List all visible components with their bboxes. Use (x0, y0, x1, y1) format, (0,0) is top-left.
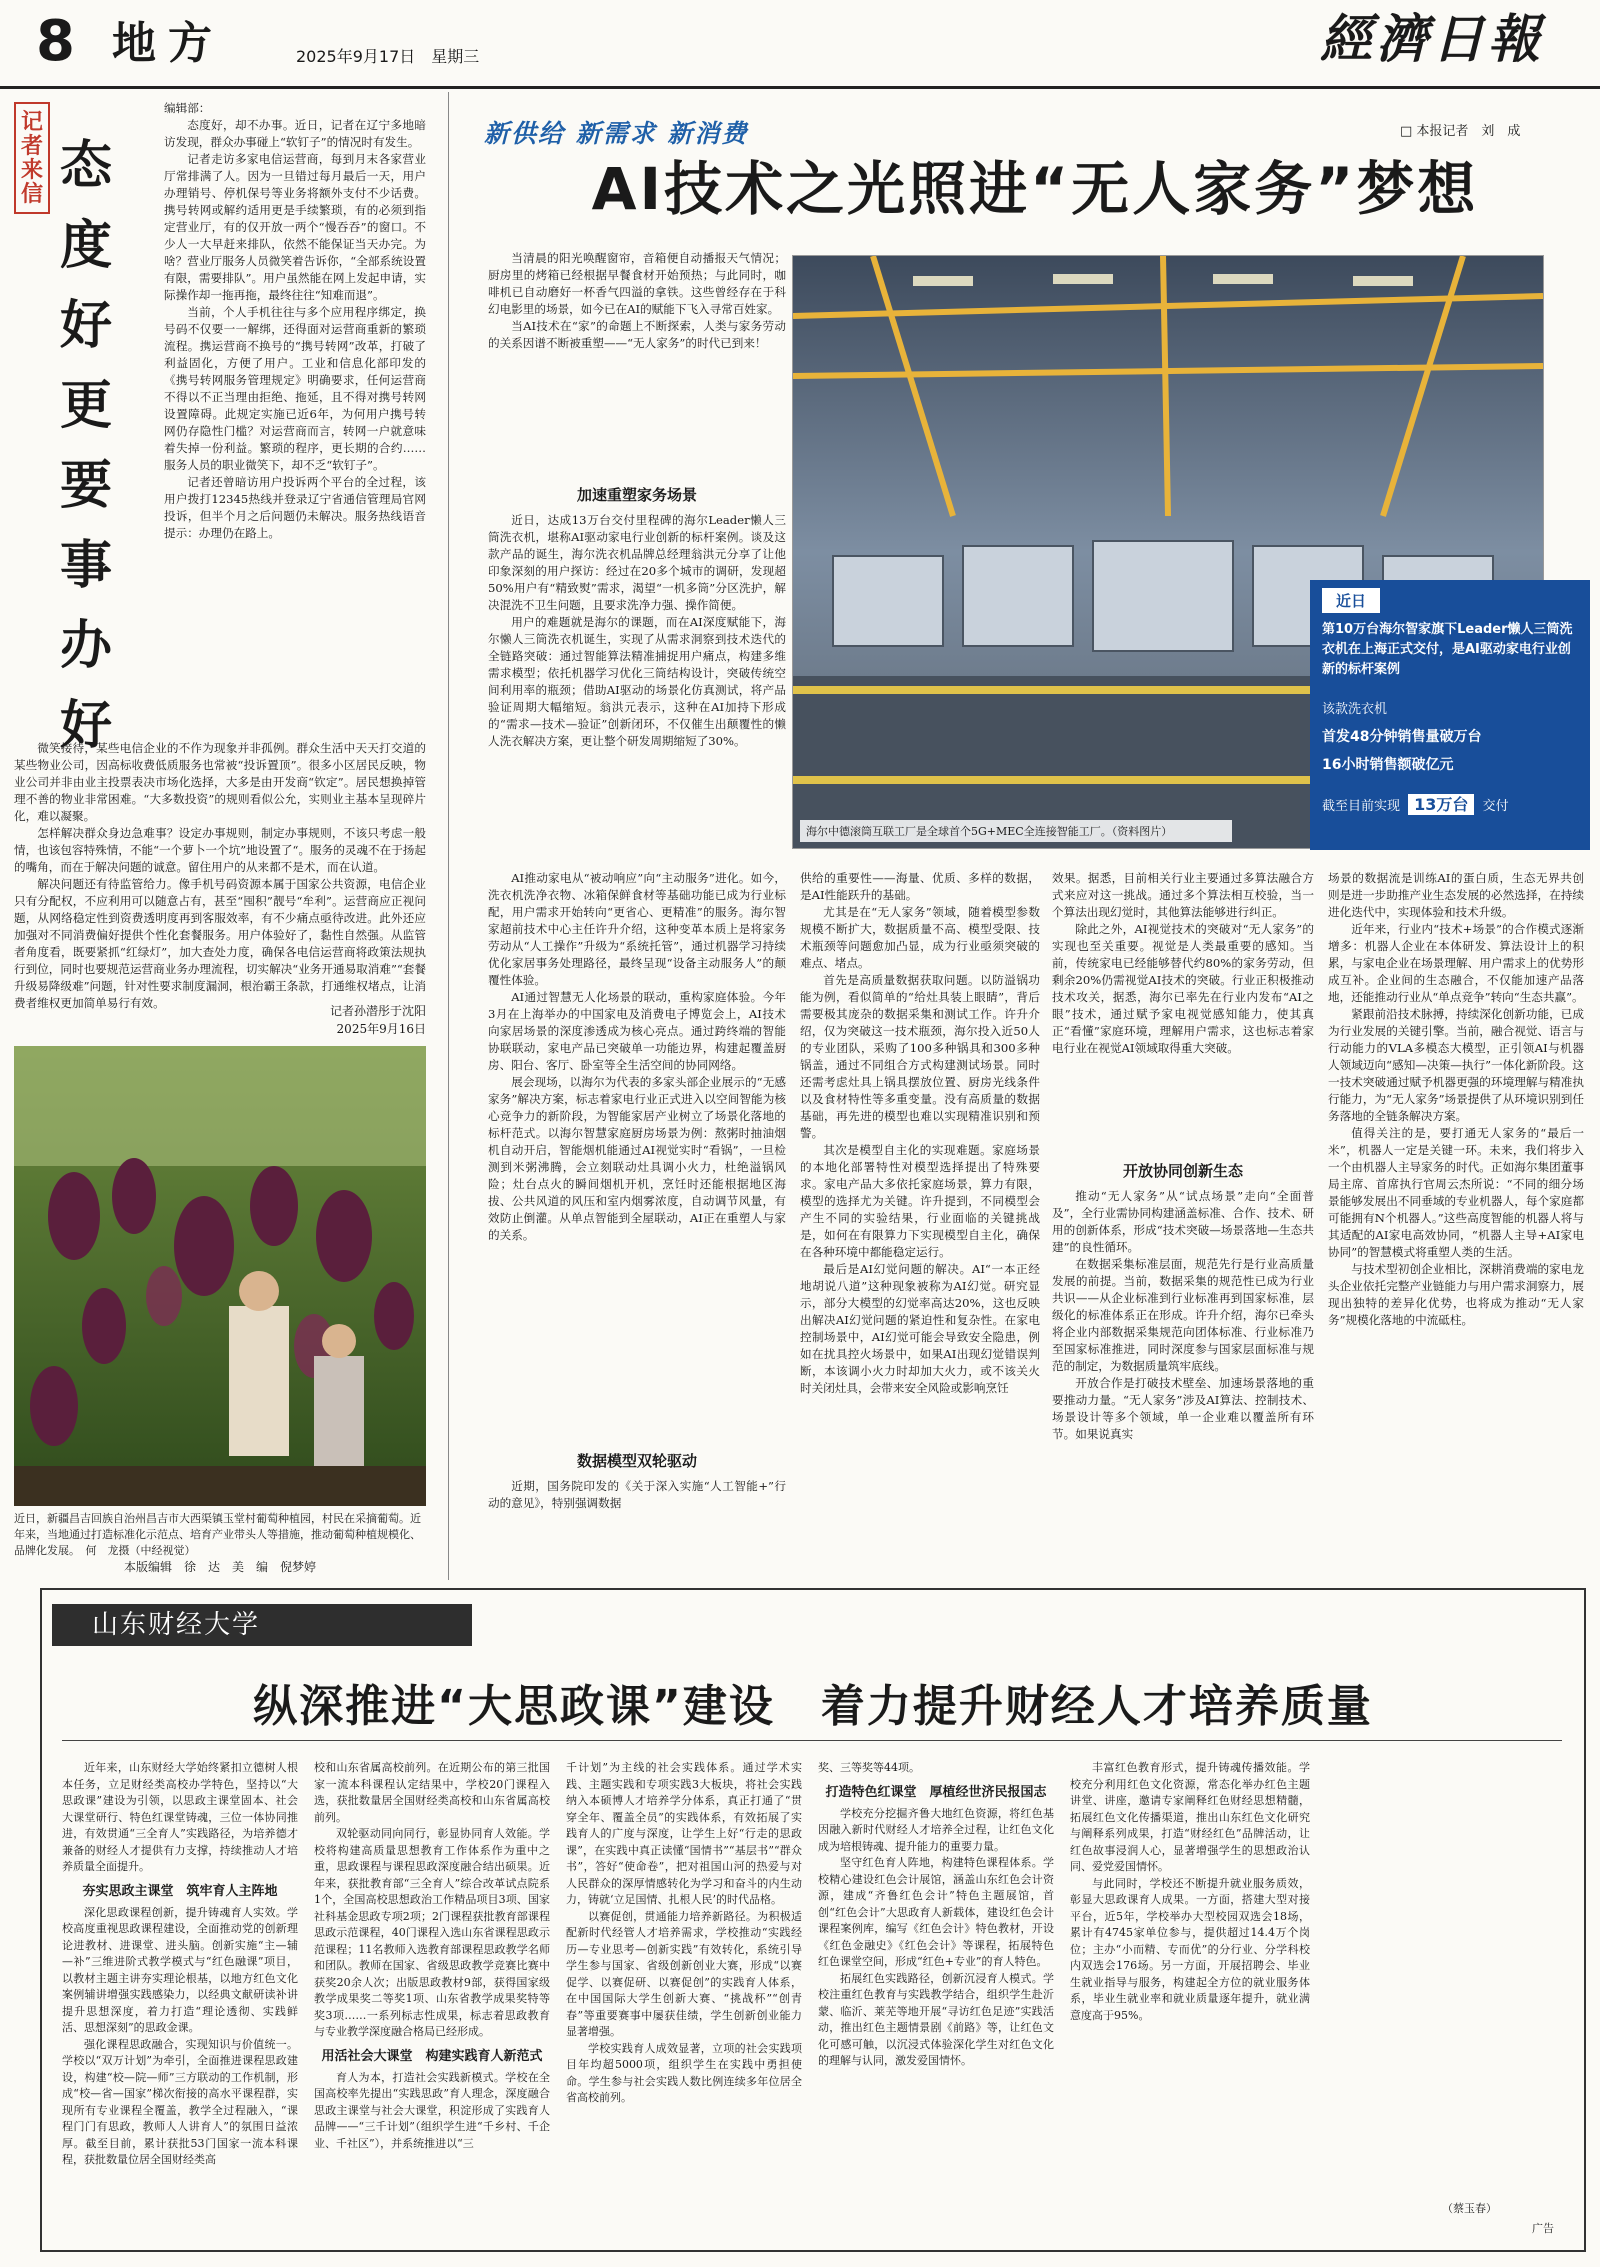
advertorial-paragraph: 坚守红色育人阵地，构建特色课程体系。学校精心建设红色会计展馆，涵盖山东红色会计资源，建成“齐鲁红色会计”特色主题展馆，首创“红色会计”大思政育人新载体，建设红色会计课程案例库，编写《红色会计》特色教材，开设《红色金融史》《红色会计》等课程，拓展特色红色课堂空间，形成“红色+专业”的育人特色。 (818, 1856, 1054, 1968)
article-column (488, 870, 786, 1244)
advertorial-subheading: 打造特色红课堂 厚植经世济民报国志 (825, 1784, 1047, 1800)
letter-body (164, 100, 426, 542)
column-badge: 记者来信 (14, 102, 50, 214)
article-paragraph: AI通过智慧无人化场景的联动，重构家庭体验。今年3月在上海举办的中国家电及消费电子博览会上，AI技术向家居场景的深度渗透成为核心亮点。通过跨终端的智能协联联动，家电产品已突破单一功能边界，构建起覆盖厨房、阳台、客厅、卧室等全生活空间的协同网络。 (488, 990, 786, 1072)
advertorial-paragraph: 校和山东省属高校前列。在近期公布的第三批国家一流本科课程认定结果中，学校20门课程入选，获批数量居全国财经类高校和山东省属高校前列。 (314, 1761, 550, 1824)
subheading: 加速重塑家务场景 (576, 486, 697, 504)
newspaper-logo: 經濟日報 (1320, 9, 1545, 70)
advertorial-rule (62, 1740, 1562, 1741)
advertorial-headline: 纵深推进“大思政课”建设 着力提升财经人才培养质量 (253, 1681, 1373, 1732)
advertorial-column (1070, 1760, 1310, 2024)
subheading: 数据模型双轮驱动 (576, 1452, 697, 1470)
article-paragraph: 在数据采集标准层面，规范先行是行业高质量发展的前提。当前，数据采集的规范性已成为行业共识——从企业标准到行业标准再到国家标准，层级化的标准体系正在形成。许升介绍，海尔已牵头将企业内部数据采集规范向团体标准、行业标准乃至国家标准推进，同时深度参与国家层面标准与规范的制定，为数据质量筑牢底线。 (1052, 1257, 1314, 1373)
infobox-line (1322, 792, 1509, 815)
letter-body-continued (14, 740, 426, 1012)
column-divider (448, 92, 449, 1580)
letter-paragraph: 态度好，却不办事。近日，记者在辽宁多地暗访发现，群众办事碰上“软钉子”的情况时有发生。 (164, 118, 426, 149)
article-paragraph: 近年来，行业内“技术+场景”的合作模式逐渐增多：机器人企业在本体研发、算法设计上的积累，与家电企业在场景理解、用户需求上的优势形成互补。企业间的生态融合，不仅能加速产品落地，还能推动行业从“单点竞争”转向“生态共赢”。 (1328, 922, 1584, 1004)
article-paragraph: 首先是高质量数据获取问题。以防溢锅功能为例，看似简单的“给灶具装上眼睛”，背后需要极其庞杂的数据采集和测试工作。许升介绍，仅为突破这一技术瓶颈，海尔投入近50人的专业团队，采购了100多种锅具和300多种锅盖，通过不同组合方式构建测试场景。同时还需考虑灶具上锅具摆放位置、厨房光线条件以及食材特性等多重变量。没有高质量的数据基础，再先进的模型也难以实现精准识别和预警。 (800, 973, 1040, 1140)
letter-paragraph: 怎样解决群众身边急难事？设定办事规则，制定办事规则，不该只考虑一般情，也该包容特殊情，不能“一个萝卜一个坑”地设置了“。服务的灵魂不在于扬起的嘴角，而在于解决问题的诚意。留住用户的从来都不是术，而在认道。 (14, 826, 426, 874)
article-paragraph: 供给的重要性——海量、优质、多样的数据，是AI性能跃升的基础。 (800, 871, 1040, 902)
advertisement-mark: 广告 (1532, 2222, 1554, 2235)
article-paragraph: 与技术型初创企业相比，深耕消费端的家电龙头企业依托完整产业链能力与用户需求洞察力，展现出独特的差异化优势，也将成为推动“无人家务”规模化落地的中流砥柱。 (1328, 1262, 1584, 1327)
letter-paragraph: 编辑部： (164, 101, 211, 115)
grape-harvest-photo (14, 1046, 426, 1506)
reporter-letter-column (14, 96, 426, 1580)
advertorial-subheading: 夯实思政主课堂 筑牢育人主阵地 (82, 1883, 278, 1899)
advertorial-organization: 山东财经大学 (52, 1604, 472, 1646)
article-paragraph: 效果。据悉，目前相关行业主要通过多算法融合方式来应对这一挑战。通过多个算法相互校验，当一个算法出现幻觉时，其他算法能够进行纠正。 (1052, 871, 1314, 919)
article-column (1052, 870, 1314, 1057)
advertorial-paragraph: 拓展红色实践路径，创新沉浸育人模式。学校注重红色教育与实践教学结合，组织学生赴沂蒙、临沂、莱芜等地开展“寻访红色足迹”实践活动，推出红色主题情景剧《前路》等，让红色文化可感可触，以沉浸式体验深化学生对红色文化的理解与认同，激发爱国情怀。 (818, 1971, 1054, 2067)
article-paragraph: 展会现场，以海尔为代表的多家头部企业展示的“无感家务”解决方案，标志着家电行业正式进入以空间智能为核心竞争力的新阶段，为智能家居产业树立了场景化落地的标杆范式。以海尔智慧家庭厨房场景为例：熬粥时抽油烟机自动开启，智能烟机能通过AI视觉实时“看锅”，一旦检测到米粥沸腾，会立刻联动灶具调小火力，杜绝溢锅风险；灶台点火的瞬间烟机开机，烹饪时还能根据地区海拔、公共风道的风压和室内烟雾浓度，自动调节风量，有效防止倒灌。从单点智能到全屋联动，AI正在重塑人与家的关系。 (488, 1075, 786, 1242)
advertorial-column (62, 1760, 298, 2169)
advertorial-paragraph: 深化思政课程创新，提升铸魂育人实效。学校高度重视思政课程建设，全面推动党的创新理论进教材、进课堂、进头脑。创新实施“主—辅—补”三维进阶式教学模式与“红色融课”项目，以教材主题主讲夯实理论根基，以地方红色文化案例辅讲增强实践感染力，以经典文献研读补讲提升思想深度，着力打造“理论透彻、实践鲜活、思想深刻”的思政金课。 (62, 1905, 298, 2034)
photo-caption: 近日，新疆昌吉回族自治州昌吉市大西渠镇玉堂村葡萄种植园，村民在采摘葡萄。近年来，当地通过打造标准化示范点、培育产业带头人等措施，推动葡萄种植规模化、品牌化发展。 何 龙摄（中经视觉） (14, 1512, 421, 1557)
advertorial-column (566, 1760, 802, 2107)
article-paragraph: 值得关注的是，要打通无人家务的“最后一米”，机器人一定是关键一环。未来，我们将步入一个由机器人主导家务的时代。正如海尔集团董事局主席、首席执行官周云杰所说：“不同的细分场景能够发展出不同垂域的专业机器人，每个家庭都可能拥有N个机器人。”这些高度智能的机器人将与其适配的AI家电高效协同，“机器人主导+AI家电协同”的智慧模式将重塑人类的生活。 (1328, 1126, 1584, 1259)
article-paragraph: 近日，达成13万台交付里程碑的海尔Leader懒人三筒洗衣机，堪称AI驱动家电行业创新的标杆案例。谈及这款产品的诞生，海尔洗衣机品牌总经理翁洪元分享了让他印象深刻的用户探访：经过在20多个城市的调研，发现超50%用户有“精致熨”需求，渴望“一机多筒”分区洗护，解决混洗不卫生问题，且要求洗净力强、操作简便。 (488, 513, 786, 612)
article-paragraph: 当AI技术在“家”的命题上不断探索，人类与家务劳动的关系因谱不断被重塑——“无人家务”的时代已到来！ (488, 319, 786, 350)
infobox-prefix: 截至目前实现 (1322, 799, 1401, 814)
reporter-byline: □ 本报记者 刘 成 (1400, 124, 1521, 139)
letter-paragraph: 当前，个人手机往往与多个应用程序绑定，换号码不仅要一一解绑，还得面对运营商重新的繁琐流程。携运营商不换号的“携号转网”改革，打破了利益固化，方便了用户。工业和信息化部印发的《携号转网服务管理规定》明确要求，任何运营商不得以不正当理由拒绝、拖延，且不得对携号转网设置障碍。此规定实施已近6年，为何用户携号转网仍存隐性门槛？对运营商而言，转网一户就意味着失掉一份利益。繁琐的程序，更长期的合约……服务人员的职业微笑下，却不乏“软钉子”。 (164, 305, 426, 472)
article-intro (488, 250, 786, 352)
article-paragraph: 紧跟前沿技术脉搏，持续深化创新功能，已成为行业发展的关键引擎。当前，融合视觉、语言与行动能力的VLA多模态大模型，正引领AI与机器人领域迈向“感知—决策—执行”一体化新阶段。这一技术突破通过赋予机器更强的环境理解与精准执行能力，为“无人家务”场景提供了从环境识别到任务落地的全链条解决方案。 (1328, 1007, 1584, 1123)
photo-caption: 海尔中德滚筒互联工厂是全球首个5G+MEC全连接智能工厂。（资料图片） (800, 820, 1232, 842)
article-column (488, 1478, 786, 1512)
article-paragraph: 用户的难题就是海尔的课题，而在AI深度赋能下，海尔懒人三筒洗衣机诞生，实现了从需求洞察到技术迭代的全链路突破：通过智能算法精准捕捉用户痛点，构建多维需求模型；依托机器学习优化三筒结构设计，突破传统空间利用率的瓶颈；借助AI驱动的场景化仿真测试，将产品验证周期大幅缩短。翁洪元表示，这种在AI加持下形成的“需求—技术—验证”创新闭环，不仅催生出颠覆性的懒人洗衣解决方案，更让整个研发周期缩短了30%。 (488, 615, 786, 748)
advertorial-paragraph: 双轮驱动同向同行，彰显协同育人效能。学校将构建高质量思想教育工作体系作为重中之重，思政课程与课程思政深度融合结出硕果。近年来，获批教育部“三全育人”综合改革试点院系1个，全国高校思想政治工作精品项目3项、国家社科基金思政专项2项；2门课程获批教育部课程思政示范课程，40门课程入选山东省课程思政示范课程；11名教师入选教育部课程思政教学名师和团队。教师在国家、省级思政教学竞赛比赛中获奖20余人次；出版思政教材9部，获得国家级教学成果奖二等奖1项、山东省教学成果奖特等奖3项……一系列标志性成果，标志着思政教育与专业教学深度融合格局已经形成。 (314, 1827, 550, 2038)
advertorial-paragraph: 育人为本，打造社会实践新模式。学校在全国高校率先提出“实践思政”育人理念，深度融合思政主课堂与社会大课堂，积淀形成了实践育人品牌——“三千计划”（组织学生进“千乡村、千企业、千社区”），并系统推进以“三 (314, 2070, 550, 2150)
advertorial-column (314, 1760, 550, 2152)
article-paragraph: 推动“无人家务”从“试点场景”走向“全面普及”，全行业需协同构建涵盖标准、合作、技术、研用的创新体系，形成“技术突破—场景落地—生态共建”的良性循环。 (1052, 1189, 1314, 1254)
article-paragraph: 除此之外，AI视觉技术的突破对“无人家务”的实现也至关重要。视觉是人类最重要的感知。当前，传统家电已经能够替代约80%的家务劳动，但剩余20%仍需视觉AI技术的突破。行业正积极推动技术攻关，据悉，海尔已率先在行业内发布“AI之眼”技术，通过赋予家电视觉感知能力，使其真正“看懂”家庭环境，理解用户需求，这也标志着家电行业在视觉AI领域取得重大突破。 (1052, 922, 1314, 1055)
article-paragraph: 当清晨的阳光唤醒窗帘，音箱便自动播报天气情况；厨房里的烤箱已经根据早餐食材开始预热；与此同时，咖啡机已自动磨好一杯香气四溢的拿铁。这些曾经存在于科幻电影里的场景，如今已在AI的赋能下飞入寻常百姓家。 (488, 251, 786, 316)
infobox-line: 16小时销售额破亿元 (1322, 757, 1454, 773)
main-headline: AI技术之光照进“无人家务”梦想 (591, 155, 1479, 223)
infobox-line: 首发48分钟销售量破万台 (1322, 729, 1482, 745)
infobox-suffix: 交付 (1482, 799, 1509, 814)
letter-paragraph: 记者还曾暗访用户投诉两个平台的全过程，该用户拨打12345热线并登录辽宁省通信管理局官网投诉，但半个月之后问题仍未解决。服务热线语音提示：办理仍在路上。 (164, 475, 426, 540)
advertorial-paragraph: 丰富红色教育形式，提升铸魂传播效能。学校充分利用红色文化资源，常态化举办红色主题讲堂、讲座，邀请专家阐释红色财经思想精髓，拓展红色文化传播渠道，推出山东红色文化研究与阐释系列成果，打造“财经红色”品牌活动，让红色故事浸润人心，显著增强学生的思想政治认同、爱党爱国情怀。 (1070, 1761, 1310, 1873)
article-paragraph: 场景的数据流是训练AI的蛋白质，生态无界共创则是进一步助推产业生态发展的必然选择，在持续进化迭代中，实现体验和技术升级。 (1328, 871, 1584, 919)
advertorial-signature: （蔡玉春） (1442, 2202, 1497, 2215)
masthead (0, 0, 1600, 89)
advertorial-paragraph: 学校充分挖掘齐鲁大地红色资源，将红色基因融入新时代财经人才培养全过程，让红色文化成为培根铸魂、提升能力的重要力量。 (818, 1806, 1054, 1853)
infobox-headline: 第10万台海尔智家旗下Leader懒人三筒洗衣机在上海正式交付，是AI驱动家电行业创新的标杆案例 (1322, 622, 1573, 677)
page-editors: 本版编辑 徐 达 美 编 倪梦婷 (123, 1560, 316, 1574)
advertorial-subheading: 用活社会大课堂 构建实践育人新范式 (321, 2048, 543, 2064)
article-paragraph: 最后是AI幻觉问题的解决。AI“一本正经地胡说八道”这种现象被称为AI幻觉。研究显示，部分大模型的幻觉率高达20%，这也反映出解决AI幻觉问题的紧迫性和复杂性。在家电控制场景中，AI幻觉可能会导致安全隐患，例如在扰具控火场景中，如果AI出现幻觉错误判断，本该调小火力时却加大火力，或不该关火时关闭灶具，会带来安全风险或影响烹饪 (800, 1262, 1040, 1395)
article-column (1328, 870, 1584, 1329)
article-paragraph: 近期，国务院印发的《关于深入实施“人工智能+”行动的意见》，特别强调数据 (488, 1479, 786, 1510)
section-kicker: 新供给 新需求 新消费 (484, 119, 749, 148)
article-paragraph: 开放合作是打破技术壁垒、加速场景落地的重要推动力量。“无人家务”涉及AI算法、控制技术、场景设计等多个领域，单一企业难以覆盖所有环节。如果说真实 (1052, 1376, 1314, 1441)
page-number: 8 (36, 9, 75, 74)
advertorial-paragraph: 奖、三等奖等44项。 (818, 1761, 920, 1774)
advertorial-paragraph: 近年来，山东财经大学始终紧扣立德树人根本任务，立足财经类高校办学特色，坚持以“大思政课”建设为引领，以思政主课堂固本、社会大课堂研行、特色红课堂铸魂，三位一体协同推进，有效贯通“三全育人”实践路径，为培养德才兼备的财经人才提供有力支撑，持续推动人才培养质量全面提升。 (62, 1761, 298, 1873)
letter-title: 态度好更要事办好 (59, 135, 112, 756)
university-advertorial (40, 1588, 1586, 2252)
stats-infobox (1310, 580, 1590, 850)
article-column (800, 870, 1040, 1397)
article-paragraph: AI推动家电从“被动响应”向“主动服务”进化。如今，洗衣机洗净衣物、冰箱保鲜食材等基础功能已成为行业标配，用户需求开始转向“更省心、更精准”的服务。海尔智家超前技术中心主任许升介绍，这种变革本质上是将家务劳动从“人工操作”升级为“系统托管”，通过机器学习持续优化家居事务处理路径，最终呈现“设备主动服务人”的颠覆性体验。 (488, 871, 786, 987)
article-paragraph: 其次是模型自主化的实现难题。家庭场景的本地化部署特性对模型选择提出了特殊要求。家电产品大多依托家庭场景，算力有限，模型的选择尤为关键。许升提到，不同模型会产生不同的实验结果，行业面临的关键挑战是，如何在有限算力下实现模型自主化，确保在各种环境中都能稳定运行。 (800, 1143, 1040, 1259)
article-column (488, 512, 786, 750)
subheading: 开放协同创新生态 (1122, 1162, 1243, 1180)
advertorial-column (818, 1760, 1054, 2070)
advertorial-paragraph: 以赛促创，贯通能力培养新路径。为积极适配新时代经管人才培养需求，学校推动“实践经历—专业思考—创新实践”有效转化，系统引导学生参与国家、省级创新创业大赛，形成“以赛促学、以赛促研、以赛促创”的实践育人体系，在中国国际大学生创新大赛、“挑战杯”“创青春”等重要赛事中屡获佳绩，学生创新创业能力显著增强。 (566, 1909, 802, 2038)
advertorial-paragraph: 与此同时，学校还不断提升就业服务质效，彰显大思政课育人成果。一方面，搭建大型对接平台，近5年，学校举办大型校园双选会18场，累计有4745家单位参与，提供超过14.4万个岗位；主办“小而精、专而优”的分行业、分学科校内双选会176场。另一方面，开展招聘会、毕业生就业指导与服务，构建起全方位的就业服务体系，毕业生就业率和就业质量逐年提升，就业满意度高于95%。 (1070, 1876, 1310, 2022)
advertorial-paragraph: 学校实践育人成效显著，立项的社会实践项目年均超5000项，组织学生在实践中勇担使命。学生参与社会实践人数比例连续多年位居全省高校前列。 (566, 2041, 802, 2104)
letter-paragraph: 解决问题还有待监管给力。像手机号码资源本属于国家公共资源，电信企业只有分配权，不应利用可以随意占有，甚至“囤积”靓号“牟利”。运营商应正视问题，从网络稳定性到资费透明度再到客服效率，有不少痛点亟待改进。此外还应加强对不同消费偏好提供个性化套餐服务。用户体验好了，黏性自然强。从监管者角度看，既要紧抓“红绿灯”，加大查处力度，确保各电信运营商将政策法规执行到位，同时也要规范运营商业务办理流程，切实解决“业务开通易取消难”“套餐升级易降级难”问题，针对性要求制度漏洞，根治霸王条款，打通维权堵点，让消费者维权更加简单易行有效。 (14, 877, 426, 1010)
advertorial-paragraph: 强化课程思政融合，实现知识与价值统一。学校以“双万计划”为牵引，全面推进课程思政建设，构建“校—院—师”三方联动的工作机制，形成“校—省—国家”梯次衔接的高水平课程群，实现所有专业课程全覆盖，教学全过程融入，“课程门门有思政，教师人人讲育人”的氛围日益浓厚。截至目前，累计获批53门国家一流本科课程，获批数量位居全国财经类高 (62, 2037, 298, 2166)
letter-byline: 记者孙潜彤于沈阳 2025年9月16日 (329, 1004, 426, 1036)
letter-paragraph: 微笑接待，某些电信企业的不作为现象并非孤例。群众生活中天天打交道的某些物业公司，因高标收费低质服务也常被“投诉置顶”。很多小区居民反映，物业公司并非由业主投票表决市场化选择，大多是由开发商“钦定”。居民想换掉管理不善的物业非常困难。“大多数投资”的规则看似公允，实则业主基本呈现碎片化，难以凝聚。 (14, 741, 426, 823)
issue-date: 2025年9月17日 星期三 (296, 47, 480, 66)
infobox-highlight-value: 13万台 (1408, 794, 1474, 815)
section-name: 地方 (112, 18, 224, 69)
article-paragraph: 尤其是在“无人家务”领域，随着模型参数规模不断扩大，数据质量不高、模型受限、技术瓶颈等问题愈加凸显，成为行业亟须突破的难点、堵点。 (800, 905, 1040, 970)
letter-paragraph: 记者走访多家电信运营商，每到月末各家营业厅常排满了人。因为一旦错过每月最后一天，用户办理销号、停机保号等业务将额外支付不少话费。携号转网或解约适用更是手续繁琐，有的必须到指定营业厅，有的仅开放一两个“慢吞吞”的窗口。不少人一大早赶来排队，依然不能保证当天办完。为啥？营业厅服务人员微笑着告诉你，“全部系统设置有限，需要排队”。用户虽然能在网上发起申请，实际操作却一拖再拖，最终往往“知难而退”。 (164, 152, 426, 302)
infobox-line: 该款洗衣机 (1322, 702, 1388, 717)
advertorial-paragraph: 千计划”为主线的社会实践体系。通过学术实践、主题实践和专项实践3大板块，将社会实践纳入本硕博人才培养学分体系，真正打通了“贯穿全年、覆盖全员”的实践体系，有效拓展了实践育人的广度与深度，让学生上好“行走的思政课”，在实践中真正读懂“国情书”“基层书”“群众书”，答好“使命卷”，把对祖国山河的热爱与对人民群众的深厚情感转化为学习和奋斗的内生动力，铸就‘立足国情、扎根人民’的时代品格。 (566, 1761, 802, 1906)
infobox-tag: 近日 (1322, 588, 1380, 613)
article-column (1052, 1188, 1314, 1443)
